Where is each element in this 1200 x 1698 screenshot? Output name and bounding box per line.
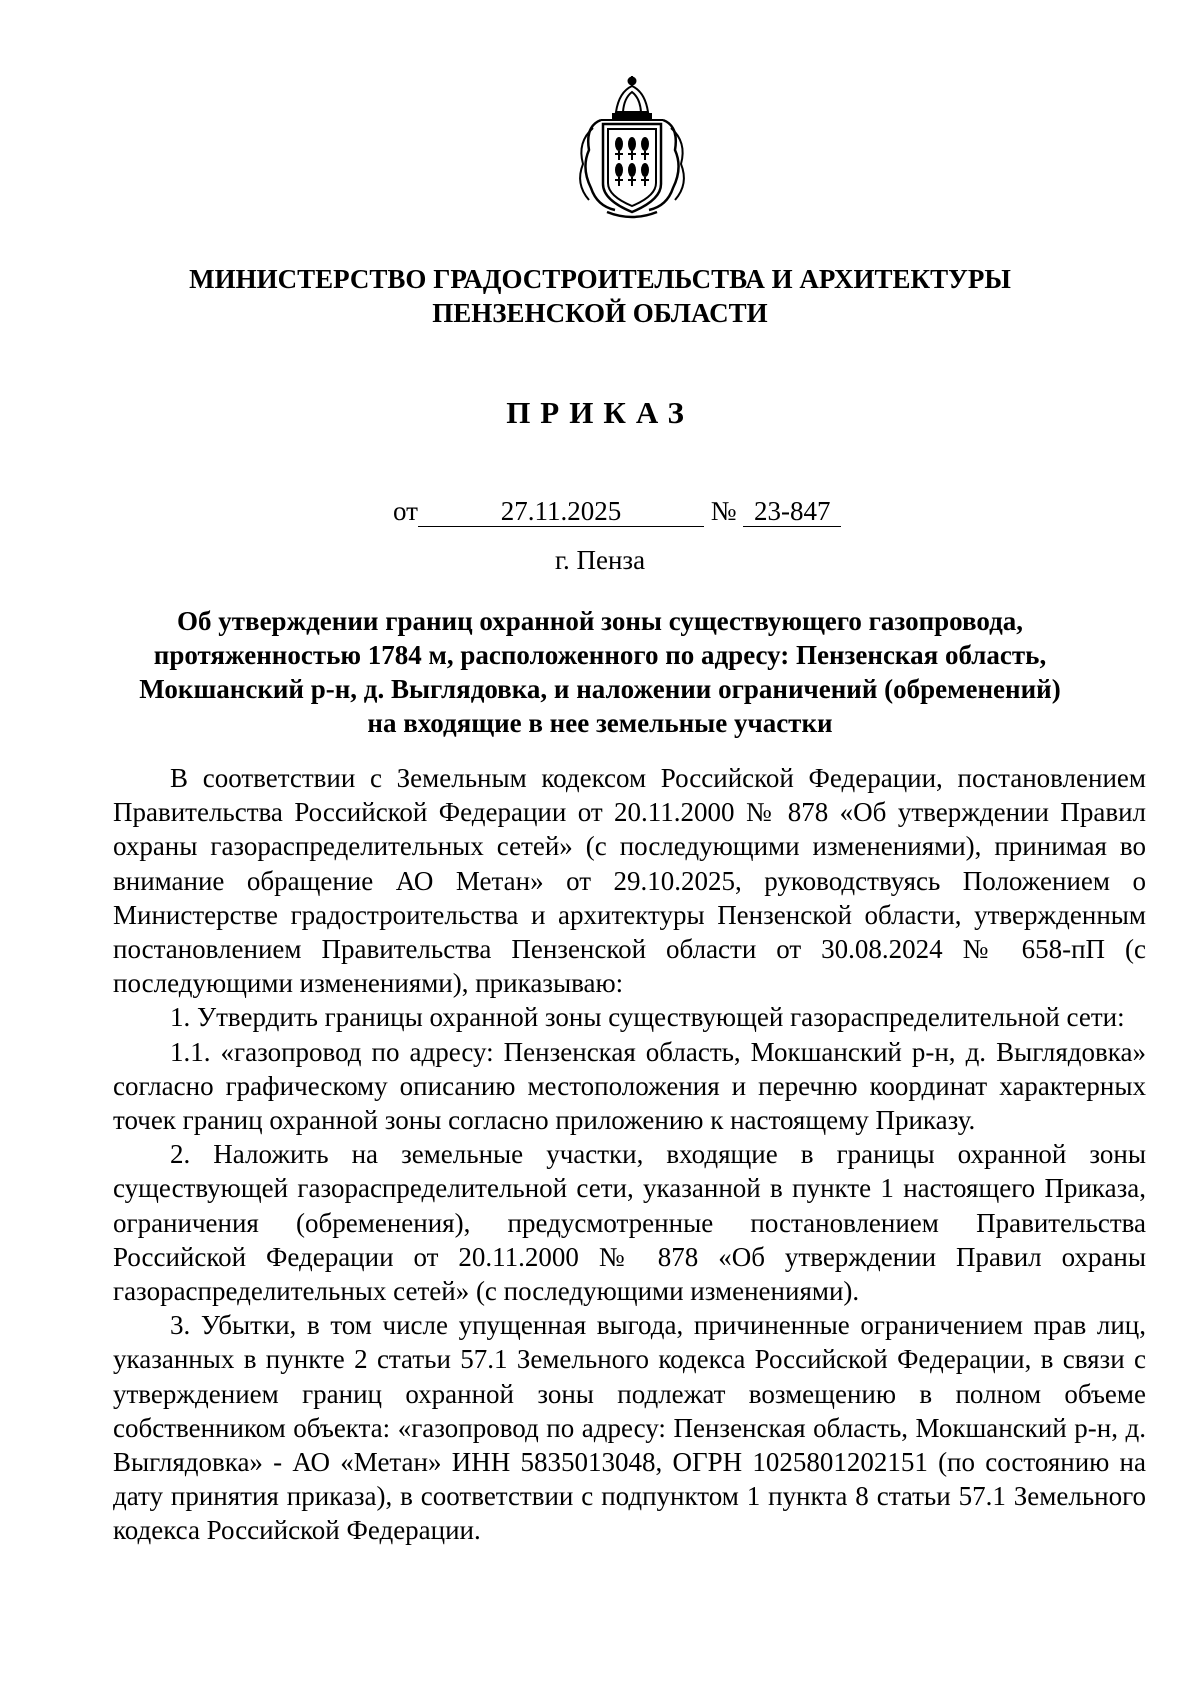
ministry-name	[0, 262, 1200, 330]
subject-line-3: Мокшанский р-н, д. Выглядовка, и наложении ограничений (обременений)	[139, 674, 1061, 704]
document-type-title: ПРИКАЗ	[506, 395, 694, 430]
item-3-paragraph: 3. Убытки, в том числе упущенная выгода, причиненные ограничением прав лиц, указанных в пункте 2 статьи 57.1 Земельного кодекса Российской Федерации, в связи с утверждением границ охранной зоны подлежат возмещению в полном объеме собственником объекта: «газопровод по адресу: Пензенская область, Мокшанский р-н, д. Выглядовка» - АО «Метан» ИНН 5835013048, ОГРН 1025801202151 (по состоянию на дату принятия приказа), в соответствии с подпунктом 1 пункта 8 статьи 57.1 Земельного кодекса Российской Федерации.	[113, 1310, 1146, 1546]
number-label: №	[710, 496, 737, 526]
document-number-line	[393, 496, 841, 527]
subject-line-1: Об утверждении границ охранной зоны существующего газопровода,	[176, 606, 1024, 636]
subject-line-2: протяженностью 1784 м, расположенного по адресу: Пензенская область,	[153, 640, 1047, 670]
ministry-line-1: МИНИСТЕРСТВО ГРАДОСТРОИТЕЛЬСТВА И АРХИТЕКТУРЫ	[189, 264, 1011, 294]
item-1-paragraph: 1. Утвердить границы охранной зоны существующей газораспределительной сети:	[170, 1002, 1125, 1033]
document-body	[113, 761, 1146, 1548]
document-subject	[120, 604, 1080, 740]
ministry-line-2: ПЕНЗЕНСКОЙ ОБЛАСТИ	[432, 298, 768, 328]
document-number: 23-847	[743, 496, 841, 527]
date-label: от	[393, 496, 418, 526]
coat-of-arms-emblem	[571, 72, 693, 222]
preamble-paragraph: В соответствии с Земельным кодексом Российской Федерации, постановлением Правительства Российской Федерации от 20.11.2000 № 878 «Об утверждении Правил охраны газораспределительных сетей» (с последующими изменениями), принимая во внимание обращение АО Метан» от 29.10.2025, руководствуясь Положением о Министерстве градостроительства и архитектуры Пензенской области, утвержденным постановлением Правительства Пензенской области от 30.08.2024 № 658-пП (с последующими изменениями), приказываю:	[113, 763, 1146, 999]
item-2-paragraph: 2. Наложить на земельные участки, входящие в границы охранной зоны существующей газораспределительной сети, указанной в пункте 1 настоящего Приказа, ограничения (обременения), предусмотренные постановлением Правительства Российской Федерации от 20.11.2000 № 878 «Об утверждении Правил охраны газораспределительных сетей» (с последующими изменениями).	[113, 1139, 1146, 1307]
city: г. Пенза	[554, 545, 646, 575]
item-1-1-paragraph: 1.1. «газопровод по адресу: Пензенская область, Мокшанский р-н, д. Выглядовка» согласно графическому описанию местоположения и перечню координат характерных точек границ охранной зоны согласно приложению к настоящему Приказу.	[113, 1036, 1146, 1136]
document-date: 27.11.2025	[418, 496, 704, 527]
subject-line-4: на входящие в нее земельные участки	[367, 708, 833, 738]
